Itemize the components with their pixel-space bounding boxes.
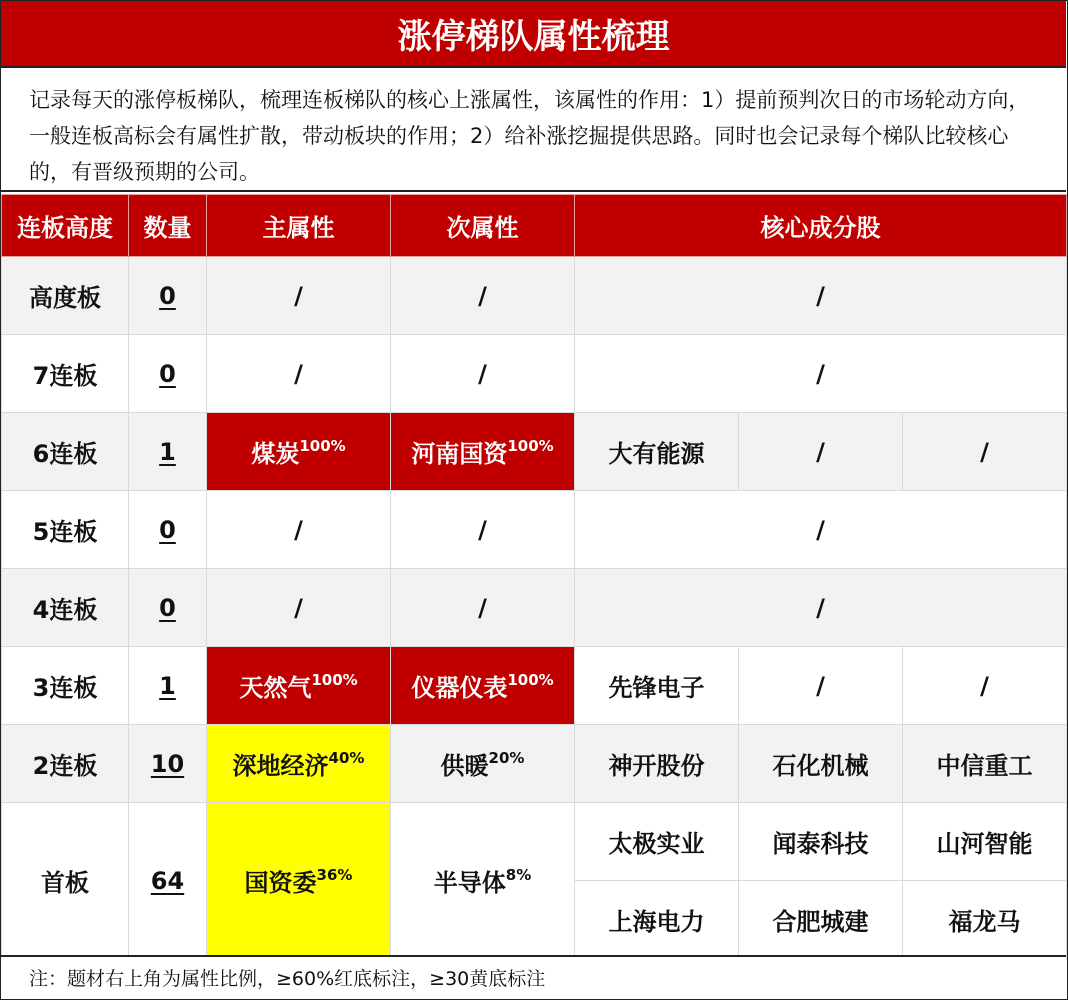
row-stock: 合肥城建 (739, 881, 903, 959)
row-sub-attr: / (391, 257, 575, 335)
row-count: 64 (129, 803, 207, 959)
header-count: 数量 (129, 195, 207, 257)
row-count: 1 (129, 647, 207, 725)
row-stock: 大有能源 (575, 413, 739, 491)
row-main-attr: / (207, 335, 391, 413)
row-stock: 太极实业 (575, 803, 739, 881)
table-row (2, 569, 1067, 647)
table-row (2, 803, 1067, 881)
row-stock: 福龙马 (903, 881, 1067, 959)
sub-attr-pct: 100% (507, 437, 554, 455)
row-height: 6连板 (2, 413, 129, 491)
sub-attr-pct: 8% (505, 866, 532, 884)
page-title: 涨停梯队属性梳理 (1, 1, 1066, 68)
row-stock: / (739, 647, 903, 725)
row-sub-attr: / (391, 569, 575, 647)
header-main-attr: 主属性 (207, 195, 391, 257)
row-stock: / (903, 413, 1067, 491)
header-height: 连板高度 (2, 195, 129, 257)
row-stock: / (575, 257, 1067, 335)
row-main-attr: 天然气$^{100\%}$ (207, 647, 391, 725)
row-height: 5连板 (2, 491, 129, 569)
row-sub-attr: 供暖$^{20\%}$ (391, 725, 575, 803)
table-row (2, 413, 1067, 491)
row-height: 7连板 (2, 335, 129, 413)
row-main-attr: / (207, 491, 391, 569)
row-count: 0 (129, 335, 207, 413)
row-sub-attr: 半导体$^{8\%}$ (391, 803, 575, 959)
table-row (2, 647, 1067, 725)
row-main-attr: / (207, 569, 391, 647)
row-main-attr: 深地经济$^{40\%}$ (207, 725, 391, 803)
table-row (2, 725, 1067, 803)
table-row (2, 257, 1067, 335)
row-sub-attr: / (391, 491, 575, 569)
row-stock: 上海电力 (575, 881, 739, 959)
row-main-attr: / (207, 257, 391, 335)
table-row (2, 491, 1067, 569)
row-height: 高度板 (2, 257, 129, 335)
header-core-stocks: 核心成分股 (575, 195, 1067, 257)
description-text: 记录每天的涨停板梯队，梳理连板梯队的核心上涨属性，该属性的作用：1）提前预判次日的市场轮动方向，一般连板高标会有属性扩散，带动板块的作用；2）给补涨挖掘提供思路。同时也会记录每个梯队比较核心的，有晋级预期的公司。 (1, 68, 1066, 192)
row-stock: / (575, 335, 1067, 413)
row-height: 2连板 (2, 725, 129, 803)
sub-attr-pct: 20% (488, 749, 525, 767)
main-attr-pct: 100% (299, 437, 346, 455)
main-attr-pct: 36% (316, 866, 353, 884)
row-stock: 先锋电子 (575, 647, 739, 725)
row-stock: / (739, 413, 903, 491)
row-stock: 山河智能 (903, 803, 1067, 881)
ladder-table (1, 194, 1067, 959)
row-stock: / (903, 647, 1067, 725)
row-stock: / (575, 491, 1067, 569)
sub-attr-pct: 100% (507, 671, 554, 689)
row-count: 0 (129, 491, 207, 569)
row-height: 3连板 (2, 647, 129, 725)
row-count: 0 (129, 257, 207, 335)
row-stock: 中信重工 (903, 725, 1067, 803)
footnote: 注：题材右上角为属性比例，≥60%红底标注，≥30黄底标注 (1, 955, 1066, 998)
row-sub-attr: / (391, 335, 575, 413)
row-count: 0 (129, 569, 207, 647)
row-stock: 石化机械 (739, 725, 903, 803)
row-sub-attr: 河南国资$^{100\%}$ (391, 413, 575, 491)
row-main-attr: 国资委$^{36\%}$ (207, 803, 391, 959)
main-attr-pct: 40% (328, 749, 365, 767)
row-stock: / (575, 569, 1067, 647)
row-height: 4连板 (2, 569, 129, 647)
header-sub-attr: 次属性 (391, 195, 575, 257)
row-sub-attr: 仪器仪表$^{100\%}$ (391, 647, 575, 725)
row-count: 10 (129, 725, 207, 803)
row-main-attr: 煤炭$^{100\%}$ (207, 413, 391, 491)
row-count: 1 (129, 413, 207, 491)
row-height: 首板 (2, 803, 129, 959)
main-attr-pct: 100% (311, 671, 358, 689)
row-stock: 神开股份 (575, 725, 739, 803)
table-header-row (2, 195, 1067, 257)
row-stock: 闻泰科技 (739, 803, 903, 881)
table-row (2, 335, 1067, 413)
